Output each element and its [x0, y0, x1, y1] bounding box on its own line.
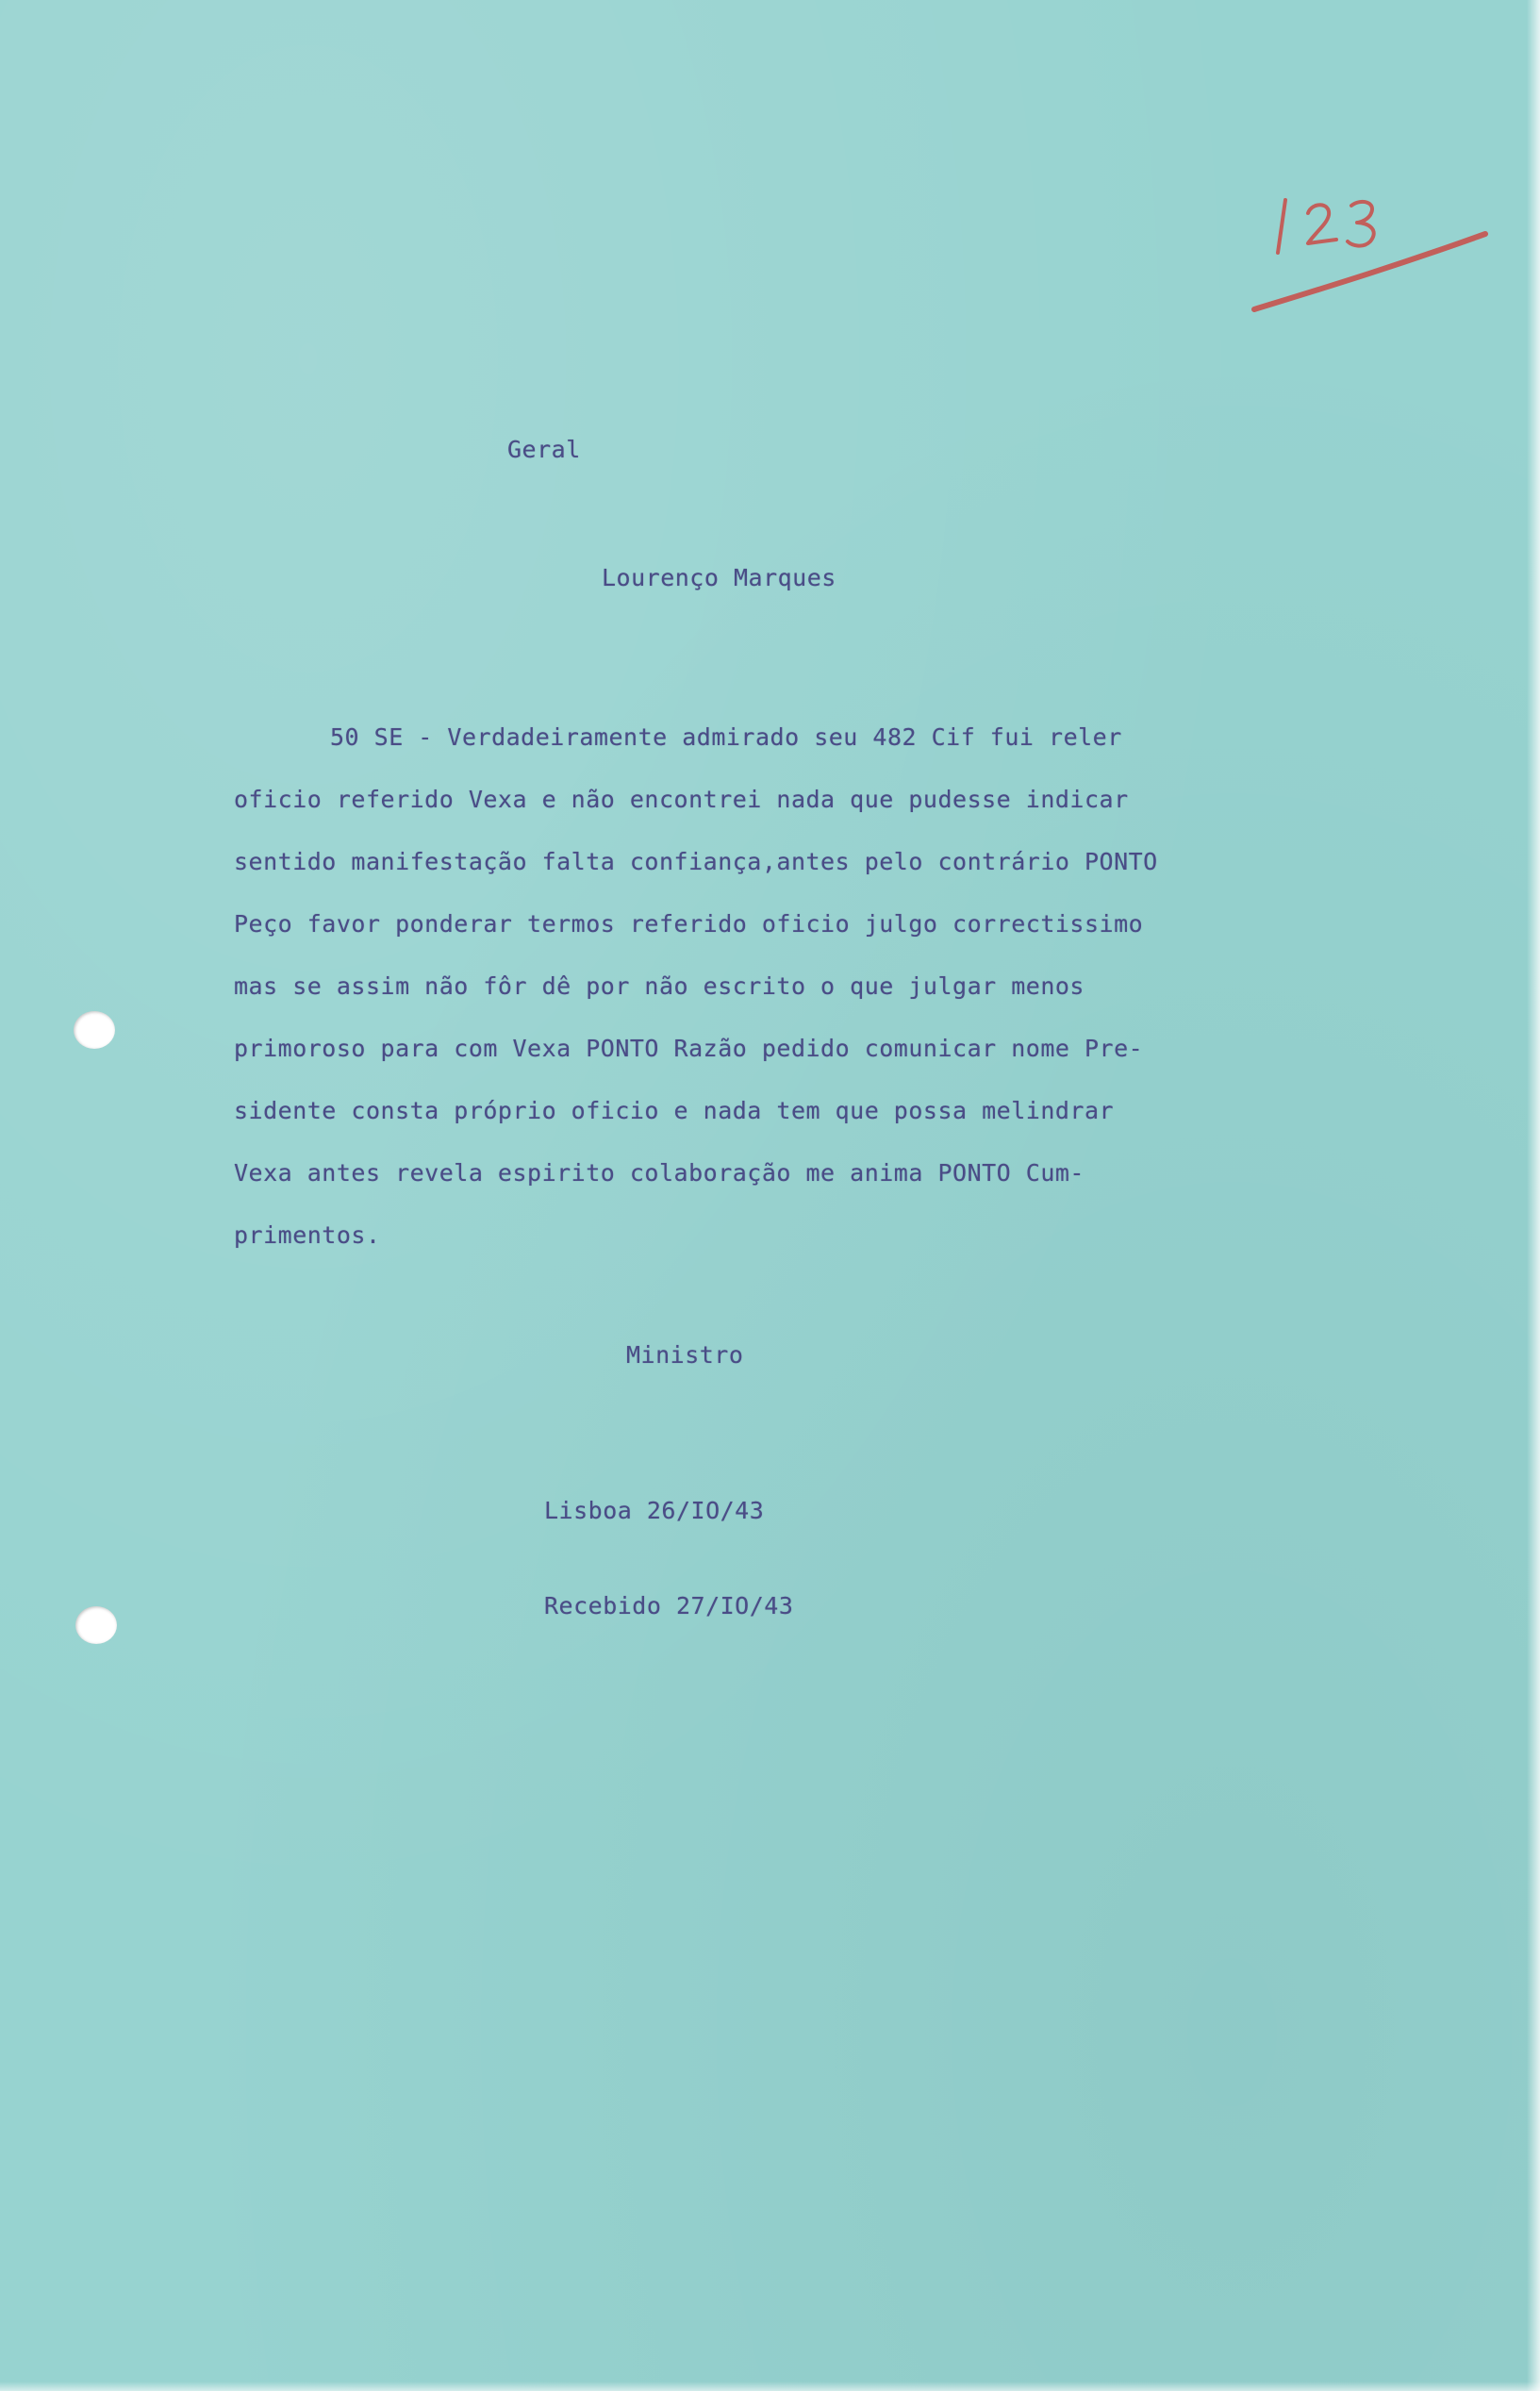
body-line: oficio referido Vexa e não encontrei nada que pudesse indicar: [234, 786, 1129, 813]
body-line: 50 SE - Verdadeiramente admirado seu 482 Cif fui reler: [330, 723, 1122, 751]
body-line: mas se assim não fôr dê por não escrito o que julgar menos: [234, 972, 1085, 1000]
sent-date: Lisboa 26/IO/43: [544, 1497, 765, 1524]
body-line: primoroso para com Vexa PONTO Razão pedido comunicar nome Pre-: [234, 1035, 1144, 1062]
body-line: primentos.: [234, 1221, 381, 1249]
body-line: Peço favor ponderar termos referido oficio julgo correctissimo: [234, 910, 1144, 938]
body-line: Vexa antes revela espirito colaboração me anima PONTO Cum-: [234, 1159, 1085, 1187]
paper-edge-right: [1527, 0, 1540, 2391]
punch-hole-bottom: [75, 1606, 117, 1644]
body-line: sidente consta próprio oficio e nada tem que possa melindrar: [234, 1097, 1115, 1124]
addressee: Geral: [507, 436, 581, 463]
body-line: sentido manifestação falta confiança,antes pelo contrário PONTO: [234, 848, 1158, 875]
destination: Lourenço Marques: [602, 564, 836, 591]
paper-edge-bottom: [0, 2382, 1540, 2391]
folio-number-handwritten: [1250, 170, 1495, 321]
signature: Ministro: [626, 1341, 744, 1369]
received-date: Recebido 27/IO/43: [544, 1592, 794, 1619]
punch-hole-top: [74, 1011, 115, 1049]
